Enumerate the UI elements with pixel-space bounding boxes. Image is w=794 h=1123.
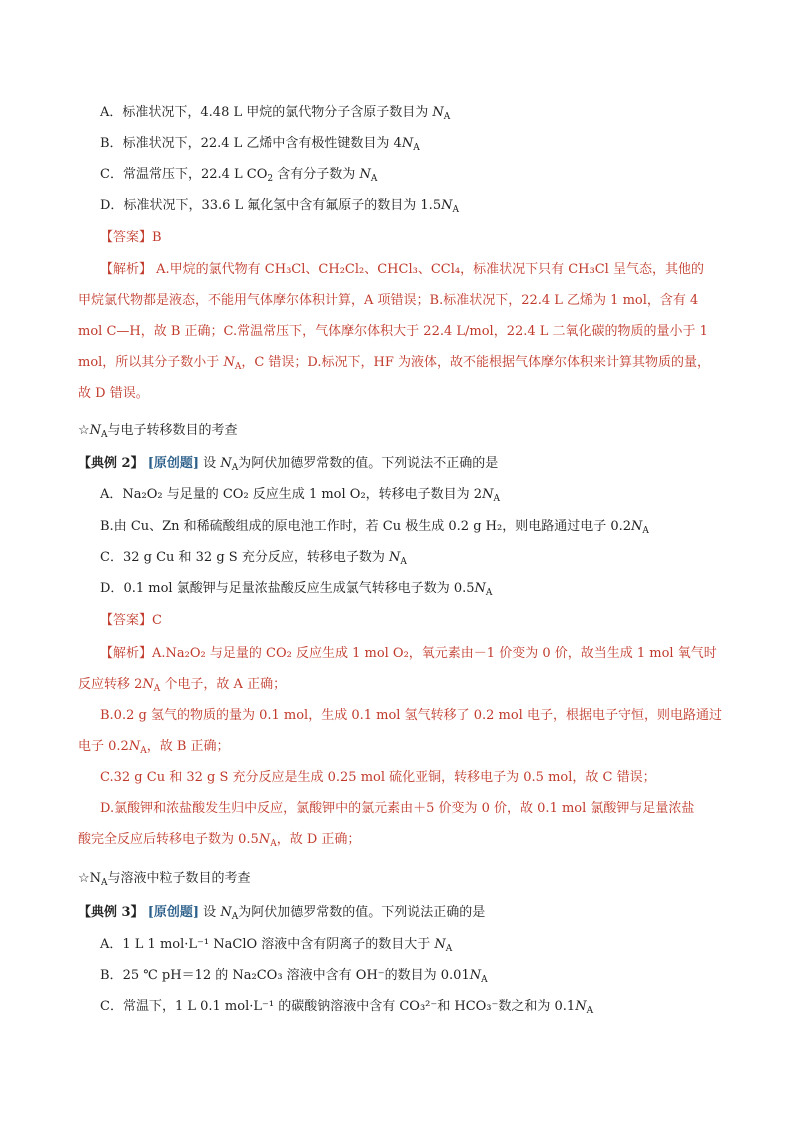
q1-analysis-line-5: 故 D 错误。 xyxy=(78,386,149,401)
q2-option-d: D．0.1 mol 氯酸钾与足量浓盐酸反应生成氯气转移电子数为 $0.5N_A$ xyxy=(100,581,493,598)
q2-analysis-line-5: C.32 g Cu 和 32 g S 充分反应是生成 0.25 mol 硫化亚铜，转移电子为 0.5 mol，故 C 错误； xyxy=(100,770,656,785)
q2-analysis-line-6: D.氯酸钾和浓盐酸发生归中反应，氯酸钾中的氯元素由＋5 价变为 0 价，故 0.1 mol 氯酸钾与足量浓盐 xyxy=(100,801,695,816)
q1-option-b: B．标准状况下，22.4 L 乙烯中含有极性键数目为 $4N_A$ xyxy=(100,136,420,153)
q2-analysis-line-7: 酸完全反应后转移电子数为 $0.5N_A$，故 D 正确； xyxy=(78,832,361,849)
q2-answer: 【答案】C xyxy=(100,613,162,628)
q1-answer: 【答案】B xyxy=(100,230,162,245)
q2-stem: 【典例 2】 [原创题] 设 $N_A$为阿伏加德罗常数的值。下列说法不正确的是 xyxy=(78,456,499,473)
q3-option-b: B．25 ℃ pH＝12 的 Na₂CO₃ 溶液中含有 OH⁻的数目为 $0.01N_A$ xyxy=(100,968,488,985)
q3-option-a: A．1 L 1 mol·L⁻¹ NaClO 溶液中含有阴离子的数目大于 $N_A$ xyxy=(100,937,453,954)
q2-analysis-line-2: 反应转移 $2N_A$ 个电子，故 A 正确； xyxy=(78,677,287,694)
q1-analysis-line-2: 甲烷氯代物都是液态，不能用气体摩尔体积计算，A 项错误；B.标准状况下，22.4 L 乙烯为 1 mol，含有 4 xyxy=(78,293,699,308)
q3-option-c: C．常温下，1 L 0.1 mol·L⁻¹ 的碳酸钠溶液中含有 CO₃²⁻和 HCO₃⁻数之和为 $0.1N_A$ xyxy=(100,999,594,1016)
q3-stem: 【典例 3】 [原创题] 设 $N_A$为阿伏加德罗常数的值。下列说法正确的是 xyxy=(78,905,486,922)
q1-option-d: D．标准状况下，33.6 L 氟化氢中含有氟原子的数目为 $1.5N_A$ xyxy=(100,198,459,215)
section-heading-electron-transfer: $☆N_A$与电子转移数目的考查 xyxy=(78,423,238,440)
q1-analysis-line-4: mol，所以其分子数小于 $N_A$，C 错误；D.标况下，HF 为液体，故不能根据气体摩尔体积来计算其物质的量， xyxy=(78,355,710,372)
section-heading-solution-particles: $☆N_A$与溶液中粒子数目的考查 xyxy=(78,871,251,888)
q2-analysis-line-1: 【解析】A.Na₂O₂ 与足量的 CO₂ 反应生成 1 mol O₂，氧元素由－1 价变为 0 价，故当生成 1 mol 氧气时 xyxy=(100,646,717,661)
q1-option-a: A．标准状况下，4.48 L 甲烷的氯代物分子含原子数目为 $N_A$ xyxy=(100,105,451,122)
q2-option-b: B.由 Cu、Zn 和稀硫酸组成的原电池工作时，若 Cu 极生成 0.2 g H₂，则电路通过电子 $0.2N_A$ xyxy=(100,519,649,536)
q2-option-c: C．32 g Cu 和 32 g S 充分反应，转移电子数为 $N_A$ xyxy=(100,550,407,567)
q1-analysis-line-1: 【解析】 A.甲烷的氯代物有 CH₃Cl、CH₂Cl₂、CHCl₃、CCl₄，标准状况下只有 CH₃Cl 呈气态，其他的 xyxy=(100,262,704,277)
q2-option-a: A．Na₂O₂ 与足量的 CO₂ 反应生成 1 mol O₂，转移电子数目为 $2N_A$ xyxy=(100,487,500,504)
q2-analysis-line-3: B.0.2 g 氢气的物质的量为 0.1 mol，生成 0.1 mol 氢气转移了 0.2 mol 电子，根据电子守恒，则电路通过 xyxy=(100,708,722,723)
q2-analysis-line-4: 电子 $0.2N_A$，故 B 正确； xyxy=(78,739,230,756)
q1-analysis-line-3: mol C—H，故 B 正确；C.常温常压下，气体摩尔体积大于 22.4 L/mol，22.4 L 二氧化碳的物质的量小于 1 xyxy=(78,324,708,339)
q1-option-c: C．常温常压下，22.4 L $CO_2$ 含有分子数为 $N_A$ xyxy=(100,167,378,184)
